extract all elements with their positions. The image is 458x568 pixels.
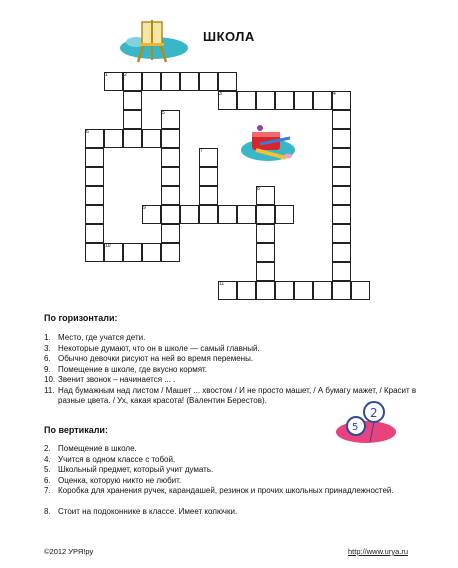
crossword-cell[interactable]: [85, 243, 104, 262]
crossword-cell[interactable]: [332, 224, 351, 243]
crossword-cell[interactable]: [85, 167, 104, 186]
clue-number: 5.: [44, 465, 51, 474]
crossword-cell[interactable]: [332, 281, 351, 300]
clue-text: Над бумажным над листом / Машет ... хвостом / И не просто машет, / А бумагу мажет, / Красит в разные цвета. / Ух, какая красота! (Валентин Берестов).: [58, 385, 417, 405]
crossword-number: 2: [124, 72, 127, 78]
crossword-cell[interactable]: [256, 262, 275, 281]
crossword-cell[interactable]: [351, 281, 370, 300]
crossword-cell[interactable]: [256, 224, 275, 243]
crossword-cell[interactable]: [256, 205, 275, 224]
clue-text: Помещение в школе, где вкусно кормят.: [58, 364, 208, 374]
clue-text: Звенит звонок – начинается ... .: [58, 375, 176, 384]
crossword-cell[interactable]: [332, 148, 351, 167]
crossword-cell[interactable]: [332, 167, 351, 186]
crossword-cell[interactable]: [332, 205, 351, 224]
crossword-number: 1: [105, 72, 108, 78]
crossword-cell[interactable]: [313, 91, 332, 110]
crossword-cell[interactable]: [104, 129, 123, 148]
crossword-cell[interactable]: [85, 224, 104, 243]
crossword-cell[interactable]: [161, 167, 180, 186]
crossword-cell[interactable]: [275, 205, 294, 224]
crossword-cell[interactable]: [237, 91, 256, 110]
crossword-number: 11: [219, 281, 225, 287]
crossword-number: 10: [105, 243, 111, 249]
crossword-cell[interactable]: [294, 91, 313, 110]
clue-text: Оценка, которую никто не любит.: [58, 475, 182, 485]
crossword-number: 4: [333, 91, 336, 97]
crossword-number: 8: [257, 186, 260, 192]
crossword-cell[interactable]: [275, 91, 294, 110]
crossword-cell[interactable]: [161, 243, 180, 262]
clue-text: Школьный предмет, который учит думать.: [58, 465, 214, 474]
svg-text:5: 5: [352, 422, 359, 433]
svg-text:2: 2: [370, 406, 378, 420]
clue-number: 3.: [44, 343, 51, 353]
clue-number: 9.: [44, 364, 51, 374]
crossword-number: 6: [86, 129, 89, 135]
crossword-cell[interactable]: [199, 72, 218, 91]
crossword-cell[interactable]: [332, 186, 351, 205]
crossword-cell[interactable]: [161, 72, 180, 91]
clue-number: 6.: [44, 475, 51, 485]
crossword-cell[interactable]: [142, 72, 161, 91]
crossword-cell[interactable]: [237, 281, 256, 300]
crossword-number: 9: [143, 205, 146, 211]
clue-number: 11.: [44, 385, 55, 395]
clue-text: Помещение в школе.: [58, 444, 137, 453]
footer-link[interactable]: http://www.urya.ru: [348, 547, 409, 556]
crossword-cell[interactable]: [237, 205, 256, 224]
crossword-cell[interactable]: [123, 243, 142, 262]
crossword-cell[interactable]: [332, 110, 351, 129]
clue-text: Стоит на подоконнике в классе. Имеет колючки.: [58, 507, 238, 516]
crossword-cell[interactable]: [332, 243, 351, 262]
crossword-number: 7: [200, 148, 203, 154]
clue-number: 4.: [44, 454, 51, 464]
clue-number: 6.: [44, 354, 51, 363]
crossword-cell[interactable]: [161, 148, 180, 167]
crossword-cell[interactable]: [313, 281, 332, 300]
crossword-cell[interactable]: [218, 205, 237, 224]
crossword-cell[interactable]: [180, 205, 199, 224]
crossword-cell[interactable]: [180, 72, 199, 91]
crossword-cell[interactable]: [142, 243, 161, 262]
footer-copyright: ©2012 УРЯ!ру: [44, 547, 94, 556]
clue-number: 2.: [44, 444, 51, 453]
balloons-illustration: [330, 398, 408, 446]
clue-text: Некоторые думают, что он в школе — самый главный.: [58, 343, 260, 353]
crossword-cell[interactable]: [161, 205, 180, 224]
crossword-cell[interactable]: [256, 281, 275, 300]
crossword-cell[interactable]: [123, 110, 142, 129]
down-heading: По вертикали:: [44, 425, 108, 435]
crossword-cell[interactable]: [199, 205, 218, 224]
clue-number: 8.: [44, 507, 51, 516]
clue-text: Коробка для хранения ручек, карандашей, резинок и прочих школьных принадлежностей.: [58, 486, 394, 495]
crossword-cell[interactable]: [161, 129, 180, 148]
clue-text: Учится в одном классе с тобой.: [58, 454, 176, 464]
page-title: ШКОЛА: [203, 29, 255, 44]
crossword-cell[interactable]: [161, 224, 180, 243]
crossword-number: 5: [162, 110, 165, 116]
crossword-cell[interactable]: [218, 72, 237, 91]
crossword-number: 3: [219, 91, 222, 97]
crossword-cell[interactable]: [256, 91, 275, 110]
crossword-cell[interactable]: [199, 186, 218, 205]
clue-number: 1.: [44, 333, 51, 342]
crossword-cell[interactable]: [294, 281, 313, 300]
crossword-cell[interactable]: [256, 243, 275, 262]
crossword-cell[interactable]: [332, 262, 351, 281]
clue-text: Обычно девочки рисуют на ней во время перемены.: [58, 354, 254, 363]
across-heading: По горизонтали:: [44, 313, 118, 323]
crossword-cell[interactable]: [85, 148, 104, 167]
clue-number: 10.: [44, 375, 56, 384]
crossword-cell[interactable]: [142, 129, 161, 148]
crossword-cell[interactable]: [85, 186, 104, 205]
crossword-cell[interactable]: [123, 91, 142, 110]
crossword-cell[interactable]: [123, 129, 142, 148]
crossword-cell[interactable]: [85, 205, 104, 224]
clue-text: Место, где учатся дети.: [58, 333, 146, 342]
clue-number: 7.: [44, 486, 51, 495]
crossword-cell[interactable]: [199, 167, 218, 186]
crossword-cell[interactable]: [275, 281, 294, 300]
crossword-cell[interactable]: [161, 186, 180, 205]
crossword-cell[interactable]: [332, 129, 351, 148]
